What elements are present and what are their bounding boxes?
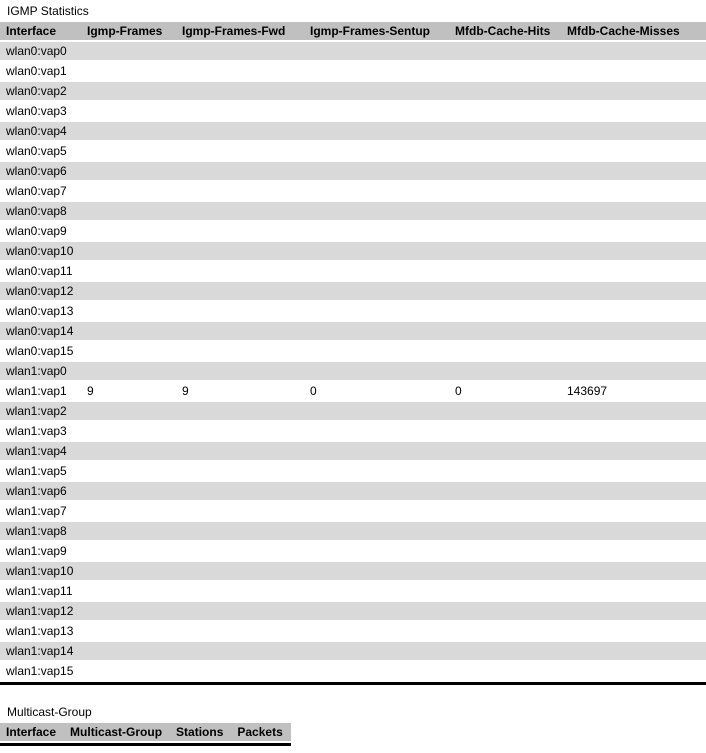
multicast-column-header-3: Packets (231, 723, 290, 743)
cell-value (449, 522, 561, 542)
cell-value (176, 82, 304, 102)
cell-value (561, 442, 706, 462)
cell-value (449, 482, 561, 502)
cell-value (449, 302, 561, 322)
cell-value (304, 642, 449, 662)
cell-value (176, 322, 304, 342)
table-row (0, 62, 706, 82)
cell-interface: wlan0:vap1 (0, 62, 81, 82)
cell-value (561, 622, 706, 642)
cell-value (81, 502, 176, 522)
cell-value (81, 402, 176, 422)
cell-value (304, 462, 449, 482)
cell-value (561, 162, 706, 182)
cell-value (561, 182, 706, 202)
cell-value (81, 62, 176, 82)
cell-value (449, 442, 561, 462)
cell-value (449, 42, 561, 62)
cell-value (176, 102, 304, 122)
cell-interface: wlan0:vap14 (0, 322, 81, 342)
cell-value (176, 222, 304, 242)
table-row (0, 182, 706, 202)
cell-value (304, 242, 449, 262)
cell-value (304, 282, 449, 302)
cell-interface: wlan0:vap0 (0, 42, 81, 62)
cell-value (304, 342, 449, 362)
cell-value (561, 42, 706, 62)
cell-value (304, 402, 449, 422)
cell-value (176, 542, 304, 562)
cell-value (81, 642, 176, 662)
cell-value (449, 542, 561, 562)
cell-value (81, 162, 176, 182)
multicast-group-title: Multicast-Group (7, 705, 92, 719)
cell-value (449, 102, 561, 122)
cell-value (304, 522, 449, 542)
cell-value (561, 222, 706, 242)
cell-value (176, 242, 304, 262)
cell-value (561, 462, 706, 482)
cell-interface: wlan0:vap11 (0, 262, 81, 282)
cell-value (176, 642, 304, 662)
cell-value (81, 302, 176, 322)
cell-value (304, 482, 449, 502)
table-row (0, 322, 706, 342)
cell-value (449, 62, 561, 82)
cell-value (304, 102, 449, 122)
cell-value (176, 282, 304, 302)
cell-interface: wlan0:vap12 (0, 282, 81, 302)
table-row (0, 462, 706, 482)
cell-value (561, 302, 706, 322)
table-row (0, 362, 706, 382)
cell-value (561, 662, 706, 682)
cell-value (561, 262, 706, 282)
cell-value (449, 362, 561, 382)
cell-value (81, 102, 176, 122)
cell-value (176, 602, 304, 622)
cell-interface: wlan1:vap13 (0, 622, 81, 642)
cell-value (449, 142, 561, 162)
cell-value (561, 402, 706, 422)
multicast-column-header-0: Interface (0, 723, 64, 743)
cell-value (304, 662, 449, 682)
cell-value (304, 602, 449, 622)
cell-interface: wlan1:vap12 (0, 602, 81, 622)
cell-value: 143697 (561, 382, 706, 402)
cell-value (304, 442, 449, 462)
cell-value (561, 82, 706, 102)
cell-value (561, 322, 706, 342)
cell-interface: wlan1:vap1 (0, 382, 81, 402)
cell-value (561, 142, 706, 162)
cell-value (176, 62, 304, 82)
cell-interface: wlan0:vap10 (0, 242, 81, 262)
cell-value (449, 242, 561, 262)
cell-value (176, 622, 304, 642)
cell-value (449, 182, 561, 202)
cell-value (81, 662, 176, 682)
cell-interface: wlan0:vap13 (0, 302, 81, 322)
cell-value (449, 342, 561, 362)
cell-interface: wlan1:vap14 (0, 642, 81, 662)
cell-value (176, 422, 304, 442)
cell-value (304, 422, 449, 442)
cell-value (561, 602, 706, 622)
cell-value (176, 522, 304, 542)
igmp-column-header-2: Igmp-Frames-Fwd (176, 22, 304, 42)
table-row (0, 542, 706, 562)
cell-value (81, 542, 176, 562)
cell-value (81, 602, 176, 622)
cell-value (561, 62, 706, 82)
cell-value (561, 542, 706, 562)
cell-value (304, 542, 449, 562)
cell-value (304, 82, 449, 102)
cell-value (449, 602, 561, 622)
table-row (0, 582, 706, 602)
cell-value (449, 202, 561, 222)
multicast-group-table (0, 723, 291, 746)
table-row (0, 442, 706, 462)
cell-value (81, 462, 176, 482)
table-row (0, 502, 706, 522)
table-row (0, 342, 706, 362)
cell-value (81, 42, 176, 62)
table-row (0, 602, 706, 622)
cell-interface: wlan1:vap7 (0, 502, 81, 522)
cell-value (176, 582, 304, 602)
cell-value (176, 662, 304, 682)
cell-value (176, 462, 304, 482)
cell-value (304, 182, 449, 202)
table-row (0, 262, 706, 282)
cell-value (561, 562, 706, 582)
table-row (0, 142, 706, 162)
cell-value (176, 302, 304, 322)
cell-value (561, 342, 706, 362)
table-row (0, 202, 706, 222)
cell-interface: wlan0:vap5 (0, 142, 81, 162)
cell-value (561, 362, 706, 382)
cell-value (561, 422, 706, 442)
cell-value (81, 362, 176, 382)
cell-value (176, 142, 304, 162)
table-row (0, 622, 706, 642)
igmp-table-body (0, 42, 706, 682)
table-row (0, 102, 706, 122)
cell-value (304, 142, 449, 162)
cell-value (176, 342, 304, 362)
multicast-header-row (0, 723, 291, 743)
cell-value: 0 (449, 382, 561, 402)
cell-value (449, 262, 561, 282)
cell-value (449, 122, 561, 142)
table-row (0, 122, 706, 142)
cell-value (176, 42, 304, 62)
cell-value (449, 582, 561, 602)
cell-value (176, 482, 304, 502)
cell-value (449, 562, 561, 582)
cell-value (561, 642, 706, 662)
cell-interface: wlan0:vap2 (0, 82, 81, 102)
cell-value (81, 222, 176, 242)
table-row (0, 562, 706, 582)
cell-value: 9 (81, 382, 176, 402)
cell-value (176, 182, 304, 202)
cell-value (304, 502, 449, 522)
cell-value (81, 342, 176, 362)
igmp-column-header-0: Interface (0, 22, 81, 42)
table-row (0, 382, 706, 402)
cell-value (449, 282, 561, 302)
igmp-column-header-5: Mfdb-Cache-Misses (561, 22, 706, 42)
cell-value (561, 122, 706, 142)
table-row (0, 242, 706, 262)
cell-interface: wlan0:vap9 (0, 222, 81, 242)
cell-interface: wlan0:vap15 (0, 342, 81, 362)
cell-value (81, 82, 176, 102)
table-row (0, 222, 706, 242)
igmp-column-header-3: Igmp-Frames-Sentup (304, 22, 449, 42)
cell-value (176, 122, 304, 142)
multicast-group-section (0, 705, 706, 746)
cell-value (304, 222, 449, 242)
igmp-statistics-title: IGMP Statistics (7, 4, 89, 18)
cell-value (176, 202, 304, 222)
table-row (0, 482, 706, 502)
cell-value (561, 582, 706, 602)
multicast-column-header-1: Multicast-Group (64, 723, 170, 743)
igmp-column-header-1: Igmp-Frames (81, 22, 176, 42)
cell-value (304, 42, 449, 62)
cell-value (449, 662, 561, 682)
cell-interface: wlan0:vap4 (0, 122, 81, 142)
cell-value (81, 482, 176, 502)
cell-value (176, 402, 304, 422)
cell-interface: wlan1:vap9 (0, 542, 81, 562)
cell-interface: wlan1:vap11 (0, 582, 81, 602)
cell-value (449, 402, 561, 422)
cell-interface: wlan0:vap7 (0, 182, 81, 202)
cell-value (449, 462, 561, 482)
table-row (0, 302, 706, 322)
cell-value (81, 622, 176, 642)
multicast-column-header-2: Stations (170, 723, 231, 743)
cell-value (176, 442, 304, 462)
table-row (0, 522, 706, 542)
cell-interface: wlan1:vap0 (0, 362, 81, 382)
cell-interface: wlan1:vap8 (0, 522, 81, 542)
igmp-statistics-table (0, 22, 706, 685)
cell-value (81, 122, 176, 142)
cell-value (449, 622, 561, 642)
cell-value (449, 502, 561, 522)
cell-value (561, 102, 706, 122)
cell-interface: wlan1:vap5 (0, 462, 81, 482)
cell-value (81, 582, 176, 602)
cell-value: 9 (176, 382, 304, 402)
cell-value (304, 262, 449, 282)
cell-value (449, 322, 561, 342)
cell-value (304, 162, 449, 182)
cell-value (561, 522, 706, 542)
cell-value: 0 (304, 382, 449, 402)
cell-interface: wlan0:vap8 (0, 202, 81, 222)
table-row (0, 642, 706, 662)
table-row (0, 82, 706, 102)
cell-value (304, 582, 449, 602)
cell-value (81, 262, 176, 282)
igmp-statistics-section (0, 4, 706, 685)
cell-value (81, 202, 176, 222)
cell-value (304, 302, 449, 322)
cell-value (449, 82, 561, 102)
cell-interface: wlan0:vap3 (0, 102, 81, 122)
cell-value (81, 522, 176, 542)
cell-value (449, 642, 561, 662)
table-row (0, 42, 706, 62)
cell-value (81, 282, 176, 302)
cell-value (304, 202, 449, 222)
cell-value (304, 62, 449, 82)
table-row (0, 162, 706, 182)
cell-value (176, 262, 304, 282)
cell-value (561, 242, 706, 262)
cell-value (176, 162, 304, 182)
cell-value (81, 322, 176, 342)
cell-value (304, 322, 449, 342)
cell-value (176, 502, 304, 522)
table-row (0, 402, 706, 422)
cell-value (81, 182, 176, 202)
cell-value (561, 282, 706, 302)
cell-value (304, 562, 449, 582)
igmp-column-header-4: Mfdb-Cache-Hits (449, 22, 561, 42)
cell-interface: wlan1:vap10 (0, 562, 81, 582)
cell-interface: wlan1:vap2 (0, 402, 81, 422)
cell-interface: wlan1:vap3 (0, 422, 81, 442)
table-row (0, 422, 706, 442)
table-row (0, 662, 706, 682)
cell-value (449, 222, 561, 242)
cell-interface: wlan1:vap4 (0, 442, 81, 462)
cell-value (449, 422, 561, 442)
cell-value (176, 562, 304, 582)
cell-value (81, 442, 176, 462)
cell-value (81, 422, 176, 442)
cell-value (561, 202, 706, 222)
cell-value (81, 562, 176, 582)
cell-value (176, 362, 304, 382)
cell-interface: wlan1:vap6 (0, 482, 81, 502)
cell-value (561, 482, 706, 502)
cell-interface: wlan1:vap15 (0, 662, 81, 682)
igmp-header-row (0, 22, 706, 42)
cell-value (304, 122, 449, 142)
cell-value (304, 362, 449, 382)
cell-value (304, 622, 449, 642)
cell-value (561, 502, 706, 522)
table-row (0, 282, 706, 302)
cell-value (81, 142, 176, 162)
cell-value (81, 242, 176, 262)
cell-interface: wlan0:vap6 (0, 162, 81, 182)
cell-value (449, 162, 561, 182)
